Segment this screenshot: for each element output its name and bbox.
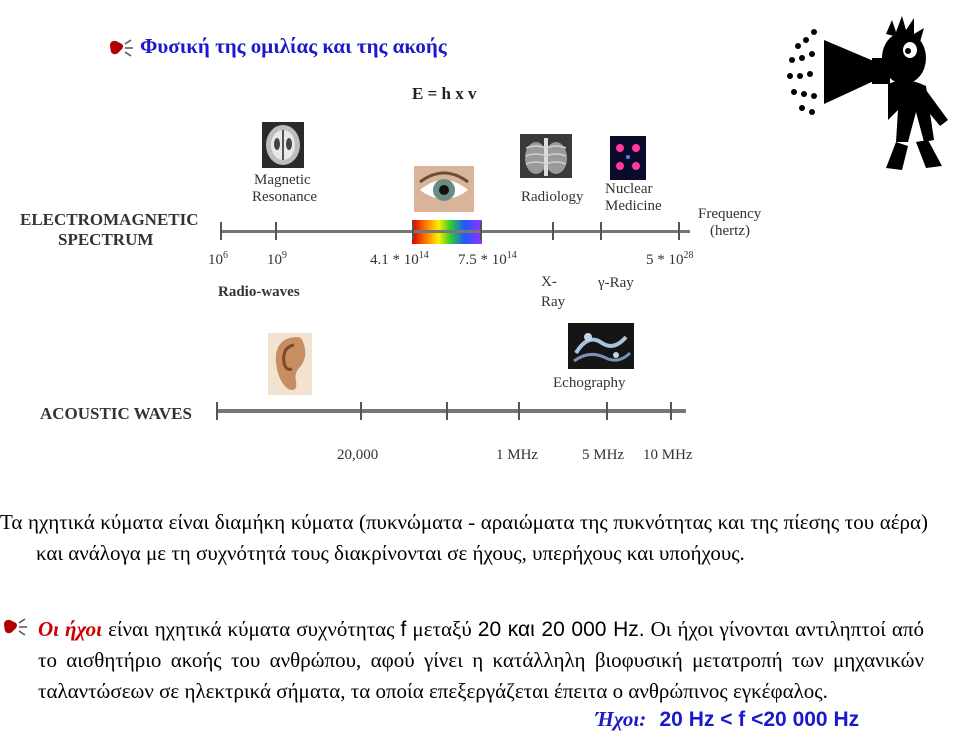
megaphone-speaker-icon bbox=[776, 0, 958, 184]
acoustic-waves-label: ACOUSTIC WAVES bbox=[40, 404, 192, 423]
em-tick-label: $4.1 * 10^{14}$ bbox=[370, 250, 429, 268]
acoustic-tick bbox=[670, 402, 672, 420]
mri-label-line2: Resonance bbox=[252, 189, 317, 205]
frequency-range: 20 και 20 000 Hz. bbox=[477, 618, 645, 641]
paragraph-sound-waves-text: Τα ηχητικά κύματα είναι διαμήκη κύματα (πυκνώματα - αραιώματα της πυκνότητας και της πίεσης του αέρα) και ανάλογα με τη συχνότητά τους διακρίνονται σε ήχους, υπερήχους και υποήχους. bbox=[0, 510, 928, 565]
summary-value: 20 Hz < f <20 000 Hz bbox=[659, 708, 860, 731]
em-tick bbox=[552, 222, 554, 240]
acoustic-tick-label: 5 MHz bbox=[582, 447, 625, 463]
em-tick bbox=[480, 222, 482, 240]
acoustic-axis bbox=[216, 409, 686, 413]
radio-waves-label: Radio-waves bbox=[218, 284, 300, 300]
frequency-label-line2: (hertz) bbox=[710, 223, 750, 239]
frequency-symbol: f bbox=[400, 618, 407, 641]
echography-label: Echography bbox=[553, 375, 626, 391]
nuclear-medicine-label bbox=[605, 181, 662, 215]
acoustic-tick-label: 1 MHz bbox=[496, 447, 539, 463]
acoustic-tick bbox=[446, 402, 448, 420]
mri-brain-image bbox=[262, 122, 304, 168]
speaker-bullet-icon bbox=[108, 38, 136, 60]
mri-label bbox=[252, 172, 317, 206]
para2-text-b: μεταξύ bbox=[406, 617, 478, 641]
nuclear-medicine-image bbox=[610, 136, 646, 180]
summary-label: Ήχοι: bbox=[595, 707, 647, 731]
acoustic-tick-label: 10 MHz bbox=[643, 447, 693, 463]
em-tick-label: $10^6$ bbox=[208, 250, 228, 268]
mri-label-line1: Magnetic bbox=[254, 172, 311, 188]
xray-label bbox=[541, 272, 565, 312]
em-tick bbox=[678, 222, 680, 240]
em-spectrum-label-line2: SPECTRUM bbox=[58, 230, 154, 249]
em-tick-label: $10^9$ bbox=[267, 250, 287, 268]
paragraph-audible-sounds bbox=[38, 614, 924, 707]
em-spectrum-label-line1: ELECTROMAGNETIC bbox=[20, 210, 199, 229]
em-spectrum-axis bbox=[220, 230, 690, 233]
nuclear-label-line2: Medicine bbox=[605, 198, 662, 214]
xray-label-line2: Ray bbox=[541, 294, 566, 310]
em-tick bbox=[275, 222, 277, 240]
xray-chest-image bbox=[520, 134, 572, 178]
acoustic-tick bbox=[216, 402, 218, 420]
eye-image bbox=[414, 166, 474, 212]
frequency-label-line1: Frequency bbox=[698, 206, 762, 222]
acoustic-tick-label: 20,000 bbox=[337, 447, 379, 463]
em-tick-label: $7.5 * 10^{14}$ bbox=[458, 250, 517, 268]
paragraph-sound-waves bbox=[0, 507, 928, 569]
radiology-label: Radiology bbox=[521, 189, 584, 205]
em-tick-label: $5 * 10^{28}$ bbox=[646, 250, 694, 268]
acoustic-tick bbox=[518, 402, 520, 420]
summary-line bbox=[595, 707, 859, 732]
gamma-ray-label: γ-Ray bbox=[598, 275, 634, 291]
frequency-label bbox=[698, 206, 761, 240]
em-tick bbox=[220, 222, 222, 240]
echography-image bbox=[568, 323, 634, 369]
page-title: Φυσική της ομιλίας και της ακοής bbox=[140, 34, 447, 58]
em-spectrum-label bbox=[20, 210, 199, 250]
xray-label-line1: X- bbox=[541, 274, 557, 290]
ear-image bbox=[268, 333, 312, 395]
em-tick bbox=[412, 222, 414, 240]
em-tick bbox=[600, 222, 602, 240]
speaker-bullet-icon bbox=[2, 617, 30, 639]
nuclear-label-line1: Nuclear bbox=[605, 181, 653, 197]
acoustic-tick bbox=[360, 402, 362, 420]
acoustic-tick bbox=[606, 402, 608, 420]
para2-text-c: Οι ήχοι γίνονται αντιληπτοί από το αισθητήριο ακοής του ανθρώπου, αφού γίνει η κατάλληλη βιοφυσική μετατροπή των μηχανικών ταλαντώσεων σε ηλεκτρικά σήματα, τα οποία επεξεργάζεται έπειτα ο ανθρώπινος εγκέφαλος. bbox=[38, 617, 924, 703]
formula-label: E = h x v bbox=[412, 84, 477, 103]
sounds-lead: Οι ήχοι bbox=[38, 617, 103, 641]
para2-text-a: είναι ηχητικά κύματα συχνότητας bbox=[102, 617, 401, 641]
